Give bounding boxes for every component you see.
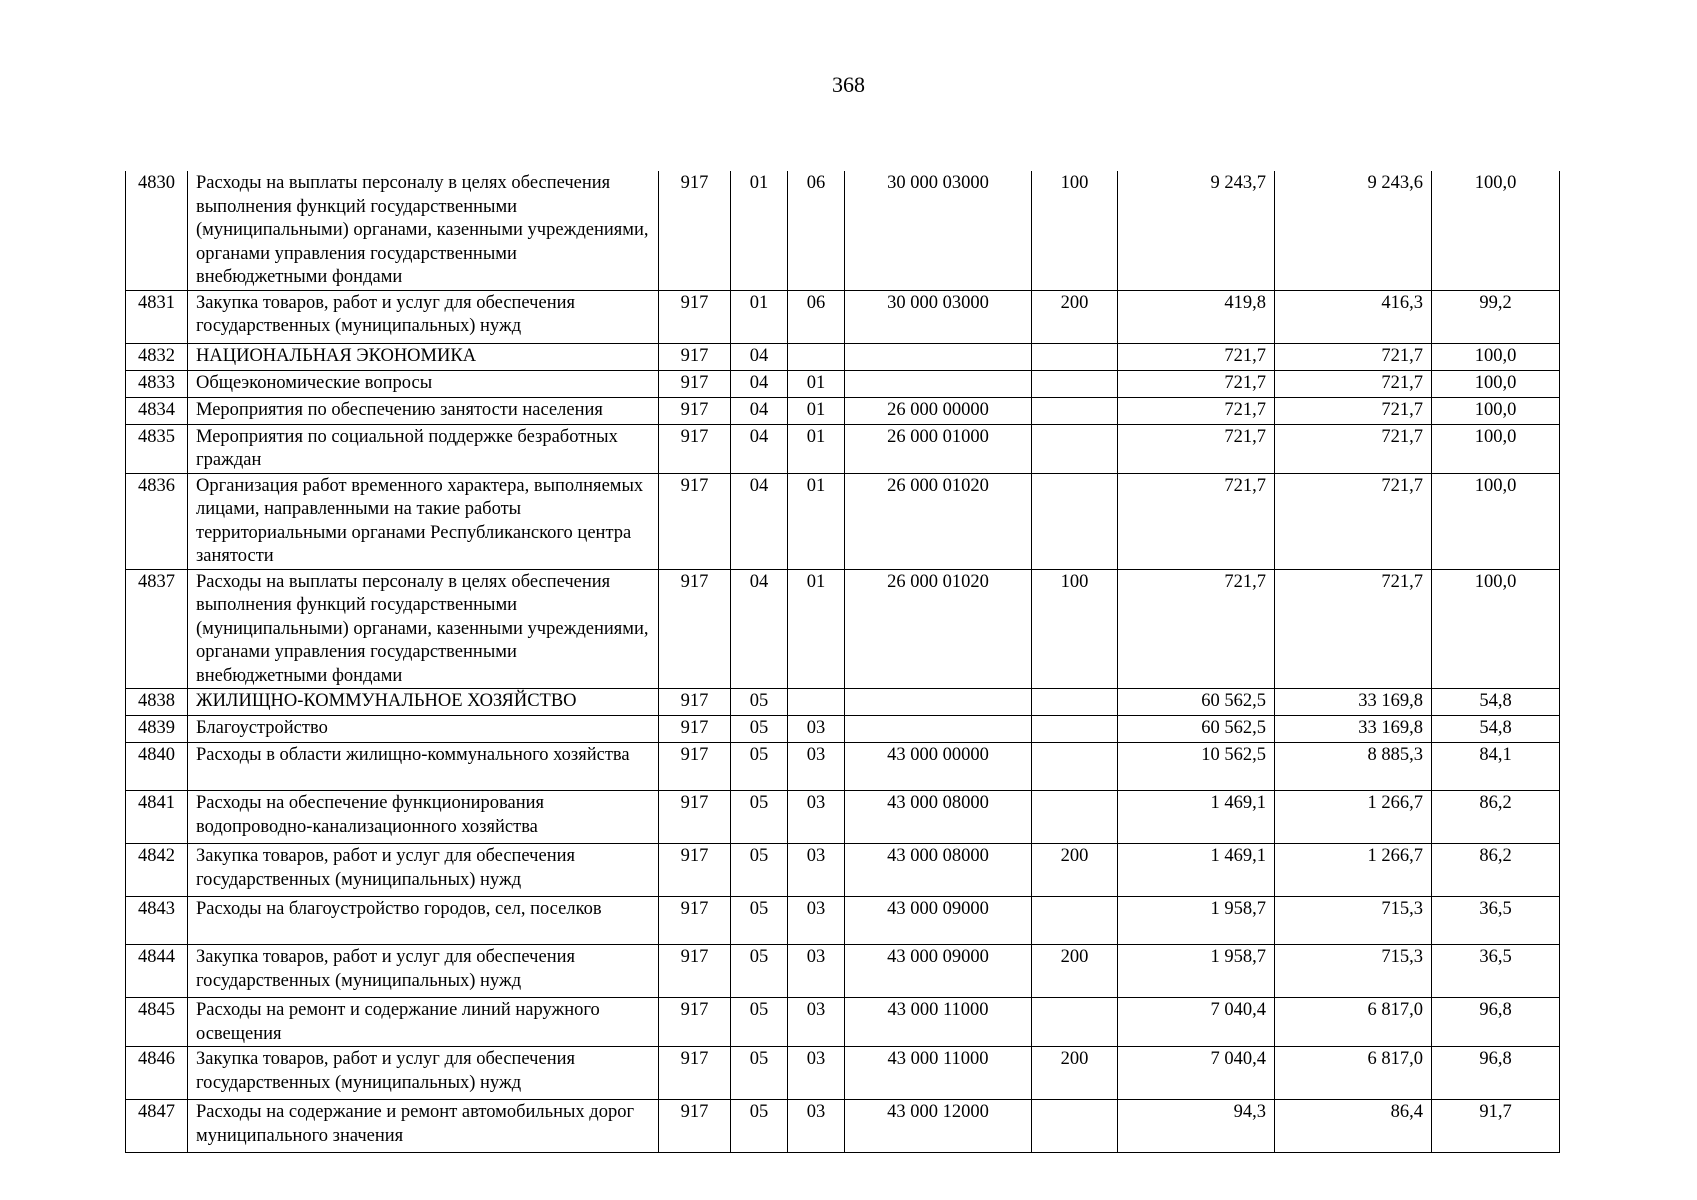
actual-amount: 721,7	[1275, 424, 1432, 473]
row-number: 4842	[126, 844, 188, 897]
department-code: 917	[659, 370, 731, 397]
table-body	[126, 171, 1560, 1153]
department-code: 917	[659, 844, 731, 897]
execution-percent: 100,0	[1432, 171, 1560, 290]
subsection-code: 03	[788, 1100, 845, 1153]
table-row	[126, 569, 1560, 689]
department-code: 917	[659, 945, 731, 998]
execution-percent: 84,1	[1432, 743, 1560, 791]
planned-amount: 721,7	[1118, 569, 1275, 689]
expense-type-code	[1032, 473, 1118, 569]
actual-amount: 33 169,8	[1275, 689, 1432, 716]
subsection-code: 06	[788, 290, 845, 343]
table-row	[126, 897, 1560, 945]
planned-amount: 60 562,5	[1118, 716, 1275, 743]
department-code: 917	[659, 397, 731, 424]
table-row	[126, 290, 1560, 343]
expense-type-code	[1032, 397, 1118, 424]
planned-amount: 1 469,1	[1118, 844, 1275, 897]
table-row	[126, 171, 1560, 290]
row-number: 4845	[126, 998, 188, 1047]
execution-percent: 96,8	[1432, 1047, 1560, 1100]
page-number: 368	[832, 72, 865, 97]
planned-amount: 1 958,7	[1118, 897, 1275, 945]
target-article-code: 26 000 01000	[845, 424, 1032, 473]
planned-amount: 1 469,1	[1118, 791, 1275, 844]
section-code: 04	[731, 397, 788, 424]
target-article-code: 26 000 00000	[845, 397, 1032, 424]
department-code: 917	[659, 791, 731, 844]
target-article-code: 43 000 11000	[845, 998, 1032, 1047]
table-row	[126, 343, 1560, 370]
actual-amount: 86,4	[1275, 1100, 1432, 1153]
subsection-code: 01	[788, 424, 845, 473]
target-article-code: 43 000 08000	[845, 844, 1032, 897]
expense-name: НАЦИОНАЛЬНАЯ ЭКОНОМИКА	[188, 343, 659, 370]
planned-amount: 419,8	[1118, 290, 1275, 343]
actual-amount: 715,3	[1275, 945, 1432, 998]
section-code: 05	[731, 897, 788, 945]
section-code: 05	[731, 945, 788, 998]
target-article-code	[845, 370, 1032, 397]
execution-percent: 100,0	[1432, 397, 1560, 424]
execution-percent: 100,0	[1432, 473, 1560, 569]
expense-name: Закупка товаров, работ и услуг для обеспечения государственных (муниципальных) нужд	[188, 844, 659, 897]
row-number: 4835	[126, 424, 188, 473]
table-row	[126, 716, 1560, 743]
expense-type-code	[1032, 716, 1118, 743]
department-code: 917	[659, 716, 731, 743]
actual-amount: 9 243,6	[1275, 171, 1432, 290]
actual-amount: 721,7	[1275, 343, 1432, 370]
planned-amount: 94,3	[1118, 1100, 1275, 1153]
table-row	[126, 397, 1560, 424]
expense-name: Мероприятия по социальной поддержке безработных граждан	[188, 424, 659, 473]
section-code: 05	[731, 1100, 788, 1153]
row-number: 4839	[126, 716, 188, 743]
expense-type-code	[1032, 370, 1118, 397]
execution-percent: 100,0	[1432, 424, 1560, 473]
target-article-code: 30 000 03000	[845, 290, 1032, 343]
section-code: 05	[731, 998, 788, 1047]
expense-type-code	[1032, 998, 1118, 1047]
actual-amount: 721,7	[1275, 569, 1432, 689]
table-row	[126, 424, 1560, 473]
section-code: 05	[731, 716, 788, 743]
actual-amount: 1 266,7	[1275, 844, 1432, 897]
row-number: 4847	[126, 1100, 188, 1153]
target-article-code	[845, 343, 1032, 370]
expense-type-code: 200	[1032, 290, 1118, 343]
target-article-code: 30 000 03000	[845, 171, 1032, 290]
planned-amount: 721,7	[1118, 473, 1275, 569]
expense-type-code	[1032, 1100, 1118, 1153]
planned-amount: 721,7	[1118, 424, 1275, 473]
table-row	[126, 791, 1560, 844]
row-number: 4831	[126, 290, 188, 343]
department-code: 917	[659, 569, 731, 689]
table-row	[126, 1100, 1560, 1153]
department-code: 917	[659, 424, 731, 473]
execution-percent: 86,2	[1432, 791, 1560, 844]
execution-percent: 96,8	[1432, 998, 1560, 1047]
subsection-code: 03	[788, 743, 845, 791]
execution-percent: 100,0	[1432, 569, 1560, 689]
subsection-code: 06	[788, 171, 845, 290]
subsection-code: 03	[788, 897, 845, 945]
expense-name: Закупка товаров, работ и услуг для обеспечения государственных (муниципальных) нужд	[188, 945, 659, 998]
subsection-code	[788, 343, 845, 370]
planned-amount: 721,7	[1118, 397, 1275, 424]
table-row	[126, 743, 1560, 791]
expense-name: Мероприятия по обеспечению занятости населения	[188, 397, 659, 424]
actual-amount: 715,3	[1275, 897, 1432, 945]
target-article-code: 43 000 11000	[845, 1047, 1032, 1100]
row-number: 4833	[126, 370, 188, 397]
actual-amount: 6 817,0	[1275, 1047, 1432, 1100]
subsection-code: 01	[788, 370, 845, 397]
expense-type-code: 200	[1032, 844, 1118, 897]
section-code: 05	[731, 1047, 788, 1100]
section-code: 04	[731, 424, 788, 473]
section-code: 05	[731, 743, 788, 791]
expense-type-code: 200	[1032, 1047, 1118, 1100]
expense-type-code	[1032, 689, 1118, 716]
section-code: 01	[731, 171, 788, 290]
section-code: 04	[731, 473, 788, 569]
table-row	[126, 1047, 1560, 1100]
execution-percent: 36,5	[1432, 897, 1560, 945]
execution-percent: 54,8	[1432, 689, 1560, 716]
target-article-code	[845, 689, 1032, 716]
target-article-code: 43 000 09000	[845, 945, 1032, 998]
subsection-code: 01	[788, 473, 845, 569]
expense-name: Расходы на выплаты персоналу в целях обеспечения выполнения функций государственными (муниципальными) органами, казенными учреждениями, органами управления государственными внебюджетными фондами	[188, 569, 659, 689]
row-number: 4837	[126, 569, 188, 689]
subsection-code: 03	[788, 716, 845, 743]
target-article-code: 26 000 01020	[845, 569, 1032, 689]
planned-amount: 1 958,7	[1118, 945, 1275, 998]
actual-amount: 6 817,0	[1275, 998, 1432, 1047]
expense-name: Благоустройство	[188, 716, 659, 743]
department-code: 917	[659, 171, 731, 290]
expense-name: Расходы на ремонт и содержание линий наружного освещения	[188, 998, 659, 1047]
department-code: 917	[659, 290, 731, 343]
subsection-code: 03	[788, 945, 845, 998]
planned-amount: 7 040,4	[1118, 998, 1275, 1047]
expense-name: Закупка товаров, работ и услуг для обеспечения государственных (муниципальных) нужд	[188, 290, 659, 343]
planned-amount: 7 040,4	[1118, 1047, 1275, 1100]
section-code: 04	[731, 370, 788, 397]
table-row	[126, 998, 1560, 1047]
execution-percent: 100,0	[1432, 343, 1560, 370]
department-code: 917	[659, 1100, 731, 1153]
expense-name: Общеэкономические вопросы	[188, 370, 659, 397]
expense-type-code	[1032, 424, 1118, 473]
row-number: 4846	[126, 1047, 188, 1100]
section-code: 04	[731, 343, 788, 370]
expense-type-code	[1032, 343, 1118, 370]
actual-amount: 416,3	[1275, 290, 1432, 343]
row-number: 4830	[126, 171, 188, 290]
table-row	[126, 844, 1560, 897]
department-code: 917	[659, 743, 731, 791]
actual-amount: 1 266,7	[1275, 791, 1432, 844]
target-article-code: 26 000 01020	[845, 473, 1032, 569]
section-code: 05	[731, 844, 788, 897]
department-code: 917	[659, 343, 731, 370]
subsection-code: 03	[788, 998, 845, 1047]
expense-name: Расходы на благоустройство городов, сел, поселков	[188, 897, 659, 945]
planned-amount: 721,7	[1118, 343, 1275, 370]
execution-percent: 91,7	[1432, 1100, 1560, 1153]
actual-amount: 33 169,8	[1275, 716, 1432, 743]
subsection-code: 03	[788, 1047, 845, 1100]
target-article-code: 43 000 08000	[845, 791, 1032, 844]
execution-percent: 54,8	[1432, 716, 1560, 743]
department-code: 917	[659, 998, 731, 1047]
table-row	[126, 473, 1560, 569]
subsection-code	[788, 689, 845, 716]
section-code: 01	[731, 290, 788, 343]
department-code: 917	[659, 897, 731, 945]
planned-amount: 9 243,7	[1118, 171, 1275, 290]
department-code: 917	[659, 1047, 731, 1100]
expense-name: ЖИЛИЩНО-КОММУНАЛЬНОЕ ХОЗЯЙСТВО	[188, 689, 659, 716]
execution-percent: 100,0	[1432, 370, 1560, 397]
planned-amount: 60 562,5	[1118, 689, 1275, 716]
row-number: 4843	[126, 897, 188, 945]
expense-type-code	[1032, 743, 1118, 791]
expense-type-code: 100	[1032, 569, 1118, 689]
actual-amount: 8 885,3	[1275, 743, 1432, 791]
row-number: 4838	[126, 689, 188, 716]
expense-name: Организация работ временного характера, выполняемых лицами, направленными на такие работы территориальными органами Республиканского центра занятости	[188, 473, 659, 569]
expense-name: Расходы в области жилищно-коммунального хозяйства	[188, 743, 659, 791]
expense-type-code	[1032, 791, 1118, 844]
target-article-code: 43 000 12000	[845, 1100, 1032, 1153]
planned-amount: 10 562,5	[1118, 743, 1275, 791]
row-number: 4834	[126, 397, 188, 424]
target-article-code	[845, 716, 1032, 743]
expense-type-code	[1032, 897, 1118, 945]
target-article-code: 43 000 00000	[845, 743, 1032, 791]
subsection-code: 01	[788, 397, 845, 424]
row-number: 4832	[126, 343, 188, 370]
table-row	[126, 370, 1560, 397]
department-code: 917	[659, 473, 731, 569]
expense-name: Расходы на выплаты персоналу в целях обеспечения выполнения функций государственными (муниципальными) органами, казенными учреждениями, органами управления государственными внебюджетными фондами	[188, 171, 659, 290]
actual-amount: 721,7	[1275, 397, 1432, 424]
section-code: 04	[731, 569, 788, 689]
execution-percent: 86,2	[1432, 844, 1560, 897]
planned-amount: 721,7	[1118, 370, 1275, 397]
row-number: 4841	[126, 791, 188, 844]
row-number: 4844	[126, 945, 188, 998]
section-code: 05	[731, 791, 788, 844]
execution-percent: 36,5	[1432, 945, 1560, 998]
actual-amount: 721,7	[1275, 473, 1432, 569]
target-article-code: 43 000 09000	[845, 897, 1032, 945]
actual-amount: 721,7	[1275, 370, 1432, 397]
expense-name: Расходы на содержание и ремонт автомобильных дорог муниципального значения	[188, 1100, 659, 1153]
expense-name: Расходы на обеспечение функционирования водопроводно-канализационного хозяйства	[188, 791, 659, 844]
row-number: 4836	[126, 473, 188, 569]
department-code: 917	[659, 689, 731, 716]
execution-percent: 99,2	[1432, 290, 1560, 343]
budget-table	[125, 171, 1560, 1153]
subsection-code: 03	[788, 844, 845, 897]
expense-type-code: 100	[1032, 171, 1118, 290]
subsection-code: 03	[788, 791, 845, 844]
expense-type-code: 200	[1032, 945, 1118, 998]
section-code: 05	[731, 689, 788, 716]
table-row	[126, 689, 1560, 716]
table-row	[126, 945, 1560, 998]
row-number: 4840	[126, 743, 188, 791]
expense-name: Закупка товаров, работ и услуг для обеспечения государственных (муниципальных) нужд	[188, 1047, 659, 1100]
subsection-code: 01	[788, 569, 845, 689]
